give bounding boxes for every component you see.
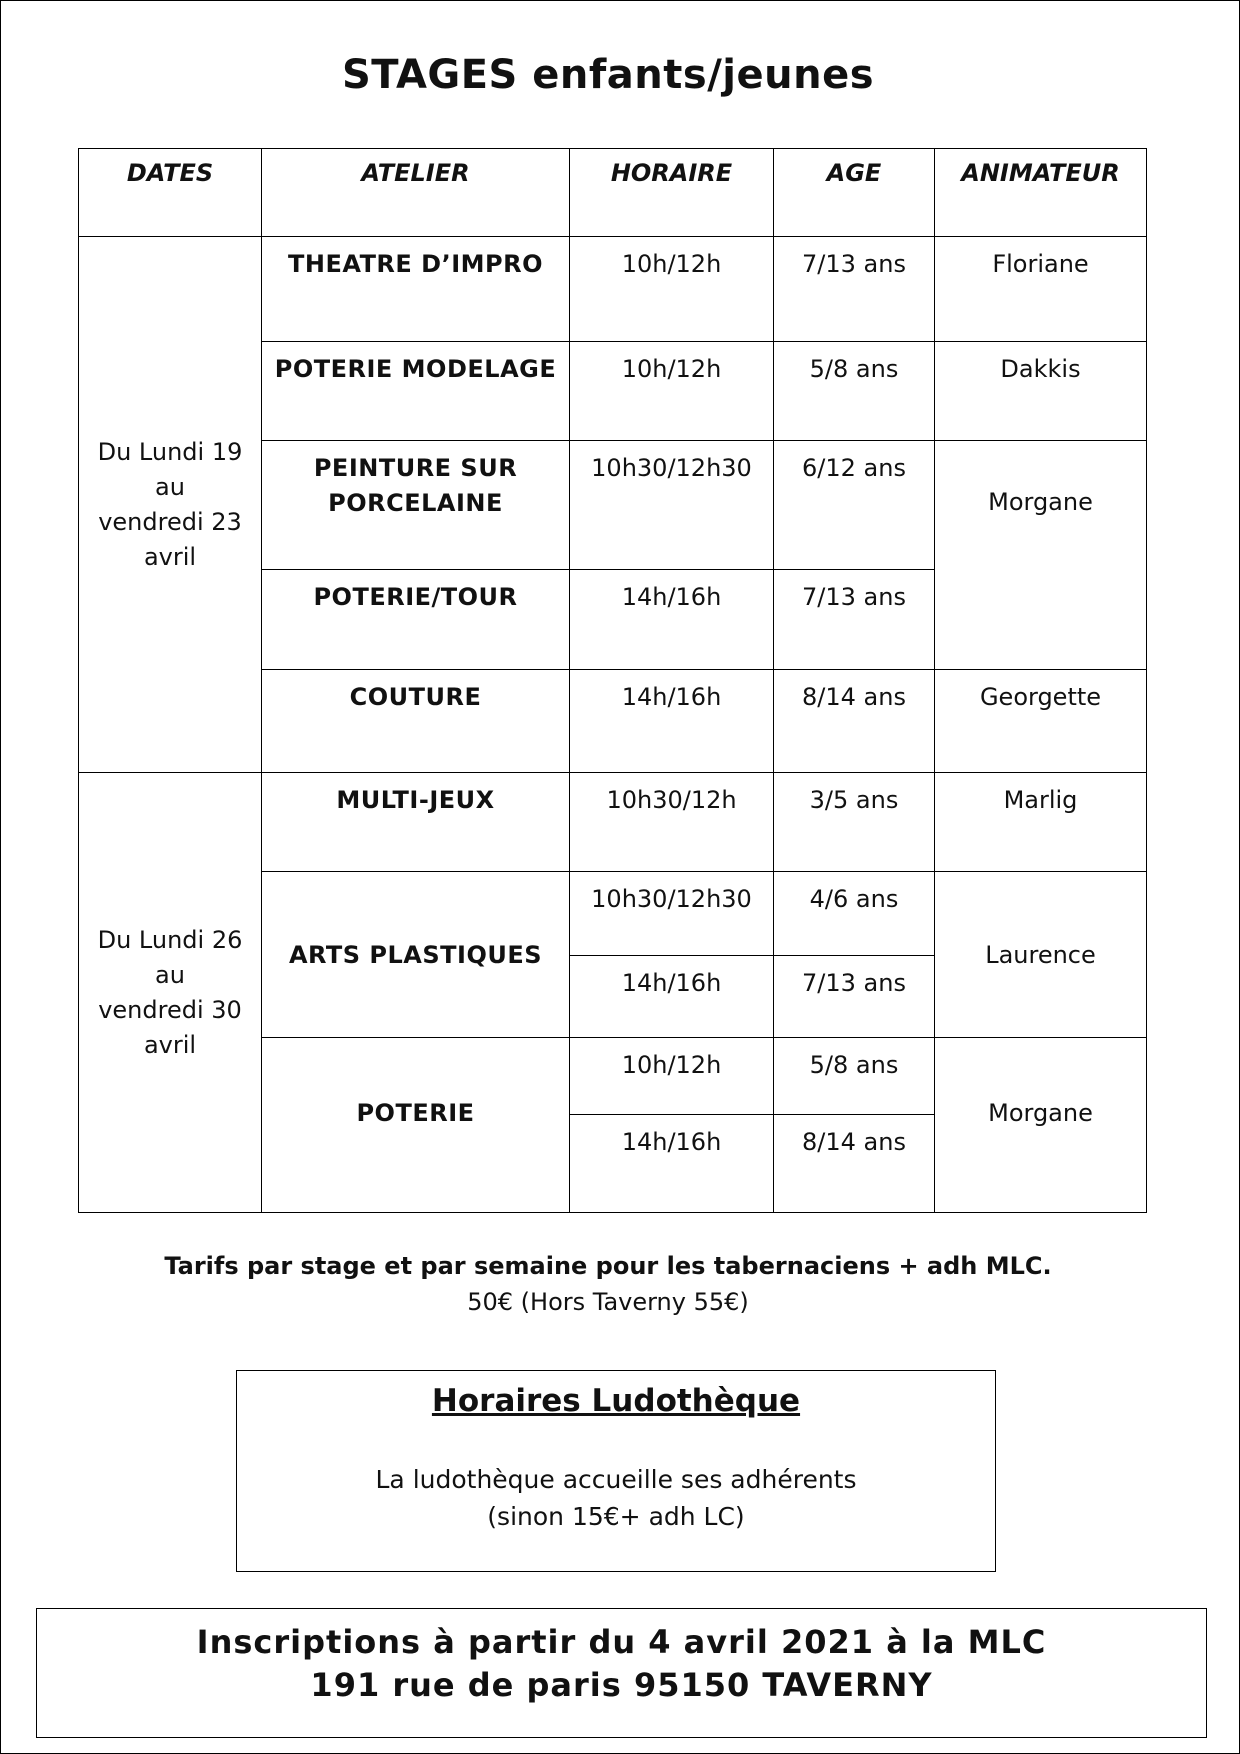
tarifs-text (0, 1248, 1216, 1320)
atelier-cell: ARTS PLASTIQUES (262, 872, 570, 1038)
dates-week-1: Du Lundi 19 au vendredi 23 avril (79, 237, 262, 773)
atelier-cell: MULTI-JEUX (262, 773, 570, 872)
animateur-cell: Georgette (935, 670, 1147, 773)
header-atelier: ATELIER (262, 149, 570, 237)
tarifs-line-1: Tarifs par stage et par semaine pour les tabernaciens + adh MLC. (164, 1252, 1052, 1280)
age-cell: 4/6 ans (774, 872, 935, 956)
horaire-cell: 10h30/12h (570, 773, 774, 872)
ludotheque-box (236, 1370, 996, 1572)
header-animateur: ANIMATEUR (935, 149, 1147, 237)
animateur-cell: Marlig (935, 773, 1147, 872)
age-cell: 5/8 ans (774, 1038, 935, 1115)
age-cell: 3/5 ans (774, 773, 935, 872)
atelier-cell: COUTURE (262, 670, 570, 773)
table-header-row (79, 149, 1147, 237)
horaire-cell: 10h/12h (570, 1038, 774, 1115)
table-row (79, 773, 1147, 872)
inscriptions-box (36, 1608, 1207, 1738)
atelier-cell: POTERIE MODELAGE (262, 342, 570, 441)
atelier-cell: PEINTURE SUR PORCELAINE (262, 441, 570, 570)
horaire-cell: 10h/12h (570, 342, 774, 441)
animateur-cell: Floriane (935, 237, 1147, 342)
dates-week-2: Du Lundi 26 au vendredi 30 avril (79, 773, 262, 1213)
table-row (79, 237, 1147, 342)
age-cell: 7/13 ans (774, 570, 935, 670)
animateur-cell: Laurence (935, 872, 1147, 1038)
horaire-cell: 10h/12h (570, 237, 774, 342)
age-cell: 8/14 ans (774, 1115, 935, 1213)
inscriptions-line-2: 191 rue de paris 95150 TAVERNY (310, 1666, 933, 1704)
horaire-cell: 14h/16h (570, 570, 774, 670)
schedule-table (78, 148, 1147, 1213)
header-dates: DATES (79, 149, 262, 237)
animateur-cell: Morgane (935, 441, 1147, 670)
atelier-cell: POTERIE (262, 1038, 570, 1213)
ludotheque-title: Horaires Ludothèque (431, 1383, 801, 1419)
header-age: AGE (774, 149, 935, 237)
ludotheque-text: La ludothèque accueille ses adhérents (sinon 15€+ adh LC) (375, 1465, 857, 1531)
age-cell: 7/13 ans (774, 237, 935, 342)
age-cell: 8/14 ans (774, 670, 935, 773)
horaire-cell: 10h30/12h30 (570, 441, 774, 570)
age-cell: 5/8 ans (774, 342, 935, 441)
animateur-cell: Dakkis (935, 342, 1147, 441)
atelier-cell: POTERIE/TOUR (262, 570, 570, 670)
age-cell: 6/12 ans (774, 441, 935, 570)
inscriptions-line-1: Inscriptions à partir du 4 avril 2021 à la MLC (196, 1623, 1047, 1661)
animateur-cell: Morgane (935, 1038, 1147, 1213)
atelier-cell: THEATRE D’IMPRO (262, 237, 570, 342)
age-cell: 7/13 ans (774, 956, 935, 1038)
horaire-cell: 14h/16h (570, 956, 774, 1038)
horaire-cell: 14h/16h (570, 1115, 774, 1213)
horaire-cell: 10h30/12h30 (570, 872, 774, 956)
tarifs-line-2: 50€ (Hors Taverny 55€) (467, 1288, 749, 1316)
page-title: STAGES enfants/jeunes (341, 52, 875, 98)
horaire-cell: 14h/16h (570, 670, 774, 773)
header-horaire: HORAIRE (570, 149, 774, 237)
